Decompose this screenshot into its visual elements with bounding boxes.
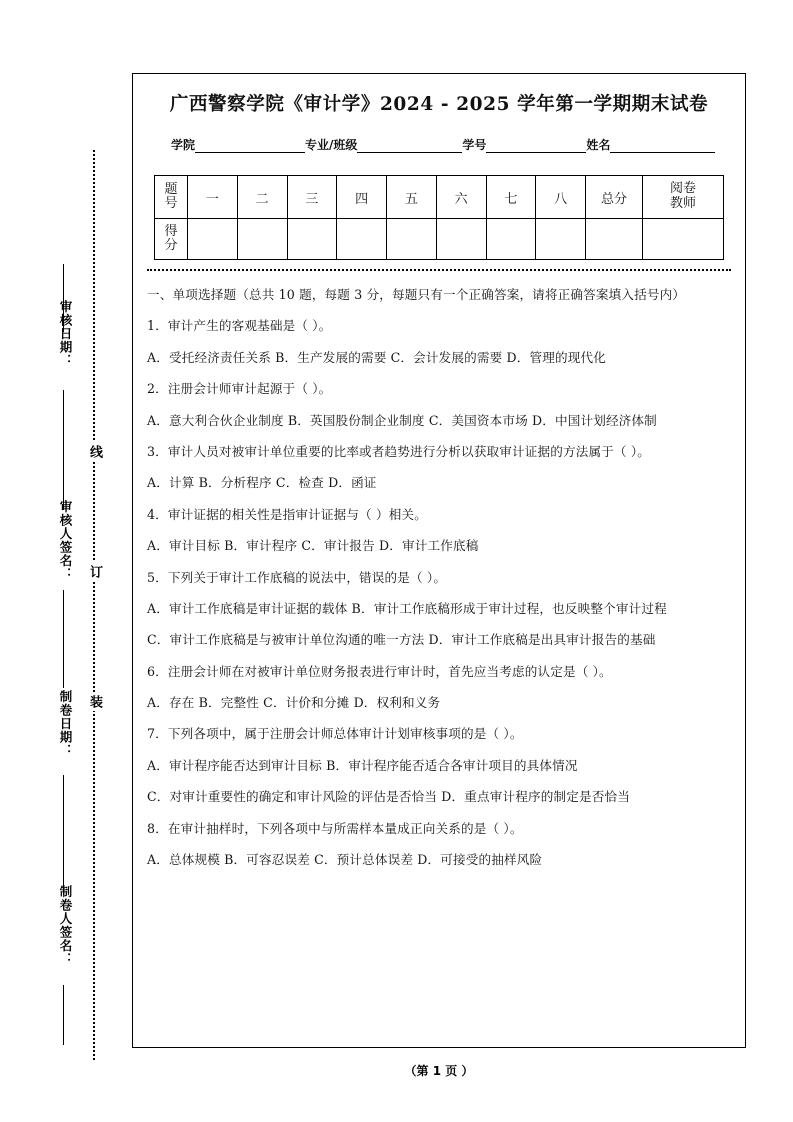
- binding-rule-4: [63, 775, 64, 895]
- binding-rule-3: [63, 590, 64, 688]
- question-options: A．受托经济责任关系 B．生产发展的需要 C．会计发展的需要 D．管理的现代化: [147, 349, 606, 365]
- col-head-6: 六: [436, 176, 486, 219]
- question-stub-char-1: 题: [164, 182, 178, 198]
- exam-paper-box: [132, 73, 746, 1048]
- col-head-total: 总分: [586, 176, 643, 219]
- name-label: 姓名: [586, 138, 611, 152]
- score-cell-4[interactable]: [337, 219, 387, 260]
- question-options: C．审计工作底稿是与被审计单位沟通的唯一方法 D．审计工作底稿是出具审计报告的基础: [147, 632, 656, 648]
- question-options: A．存在 B．完整性 C．计价和分摊 D．权利和义务: [147, 695, 441, 711]
- student-id-input-rule[interactable]: [486, 141, 586, 153]
- score-cell-grader[interactable]: [643, 219, 724, 260]
- paper-signature-label: 制卷人签名：: [58, 885, 73, 966]
- question-body: [147, 285, 731, 870]
- section-1-heading: 一、单项选择题（总共 10 题，每题 3 分，每题只有一个正确答案，请将正确答案填入括号内）: [147, 287, 686, 302]
- score-table-value-row: [155, 219, 724, 260]
- col-head-grader: [643, 176, 724, 219]
- score-cell-2[interactable]: [237, 219, 287, 260]
- binding-rule-2: [63, 390, 64, 510]
- student-id-field[interactable]: [462, 136, 586, 153]
- question-items-container: [147, 316, 731, 870]
- question-stem: 6．注册会计师在对被审计单位财务报表进行审计时，首先应当考虑的认定是（ ）。: [147, 663, 612, 679]
- major-class-label: 专业/班级: [305, 138, 358, 152]
- score-cell-3[interactable]: [287, 219, 337, 260]
- name-field[interactable]: [586, 136, 715, 153]
- question-options: A．计算 B．分析程序 C．检查 D．函证: [147, 475, 377, 491]
- question-options: A．审计目标 B．审计程序 C．审计报告 D．审计工作底稿: [147, 538, 479, 554]
- question-options: A．审计程序能否达到审计目标 B．审计程序能否适合各审计项目的具体情况: [147, 757, 578, 773]
- score-table: [154, 175, 724, 260]
- col-head-1: 一: [188, 176, 238, 219]
- college-label: 学院: [171, 138, 196, 152]
- paper-date-label: 制卷日期：: [58, 690, 73, 758]
- score-table-header-row: [155, 176, 724, 219]
- question-stem: 1．审计产生的客观基础是（ ）。: [147, 318, 332, 334]
- question-stem: 5．下列关于审计工作底稿的说法中，错误的是（ ）。: [147, 569, 447, 585]
- question-stem: 3．审计人员对被审计单位重要的比率或者趋势进行分析以获取审计证据的方法属于（ ）。: [147, 443, 651, 459]
- question-stem: 4．审计证据的相关性是指审计证据与（ ）相关。: [147, 506, 427, 522]
- student-identity-line: [147, 136, 731, 153]
- binding-char-bind: 订: [85, 562, 104, 581]
- review-date-label: 审核日期：: [58, 300, 73, 368]
- score-stub-char-1: 得: [164, 224, 178, 240]
- section-separator-dotted: [147, 269, 731, 271]
- question-stem: 7．下列各项中，属于注册会计师总体审计计划审核事项的是（ ）。: [147, 726, 523, 742]
- col-head-2: 二: [237, 176, 287, 219]
- score-cell-total[interactable]: [586, 219, 643, 260]
- binding-char-line: 线: [85, 442, 104, 461]
- col-head-4: 四: [337, 176, 387, 219]
- question-stub-char-2: 号: [164, 196, 178, 211]
- col-head-7: 七: [486, 176, 536, 219]
- question-number-stub: [155, 176, 188, 219]
- major-class-field[interactable]: [305, 136, 462, 153]
- score-stub-char-2: 分: [164, 238, 178, 253]
- grader-label-line-1: 阅卷: [669, 181, 696, 197]
- college-field[interactable]: [171, 136, 305, 153]
- grader-label-line-2: 教师: [669, 196, 696, 211]
- binding-char-seal: 装: [85, 692, 104, 711]
- col-head-5: 五: [387, 176, 437, 219]
- binding-margin-zone: [0, 0, 132, 1122]
- question-stem: 8．在审计抽样时，下列各项中与所需样本量成正向关系的是（ ）。: [147, 820, 523, 836]
- score-cell-8[interactable]: [536, 219, 586, 260]
- college-input-rule[interactable]: [195, 141, 305, 153]
- question-options: A．总体规模 B．可容忍误差 C．预计总体误差 D．可接受的抽样风险: [147, 852, 543, 868]
- question-stem: 2．注册会计师审计起源于（ ）。: [147, 381, 332, 397]
- col-head-8: 八: [536, 176, 586, 219]
- score-cell-7[interactable]: [486, 219, 536, 260]
- page-footer: （第 1 页 ）: [404, 1064, 474, 1078]
- score-cell-5[interactable]: [387, 219, 437, 260]
- question-options: A．审计工作底稿是审计证据的载体 B．审计工作底稿形成于审计过程，也反映整个审计过程: [147, 600, 667, 616]
- exam-title: 广西警察学院《审计学》2024 - 2025 学年第一学期期末试卷: [169, 94, 709, 115]
- score-cell-1[interactable]: [188, 219, 238, 260]
- score-cell-6[interactable]: [436, 219, 486, 260]
- reviewer-signature-label: 审核人签名：: [58, 500, 73, 581]
- col-head-3: 三: [287, 176, 337, 219]
- question-options: C．对审计重要性的确定和审计风险的评估是否恰当 D．重点审计程序的制定是否恰当: [147, 789, 630, 805]
- binding-dotted-line: [93, 150, 95, 1060]
- name-input-rule[interactable]: [610, 141, 715, 153]
- student-id-label: 学号: [462, 138, 487, 152]
- major-class-input-rule[interactable]: [357, 141, 462, 153]
- binding-rule-bottom: [63, 985, 64, 1045]
- question-options: A．意大利合伙企业制度 B．英国股份制企业制度 C．美国资本市场 D．中国计划经济体制: [147, 412, 657, 428]
- score-stub: [155, 219, 188, 260]
